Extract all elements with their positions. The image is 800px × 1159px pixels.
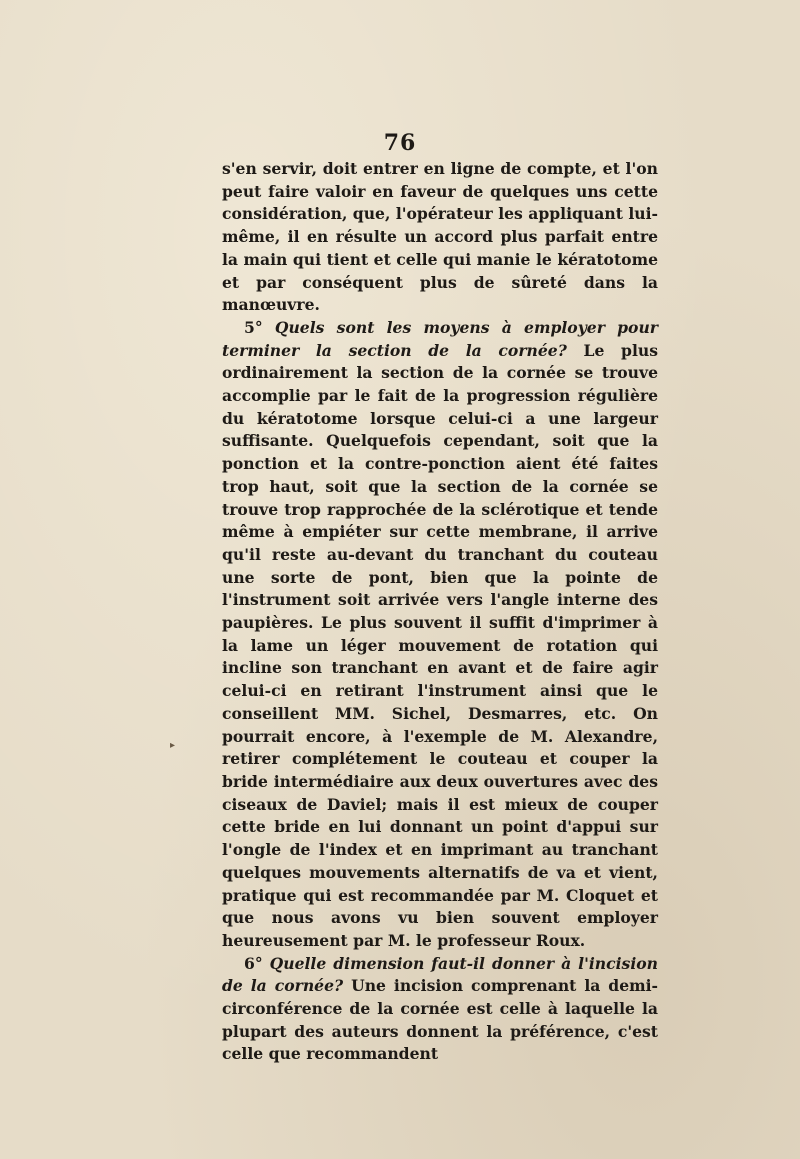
- paragraph-text: s'en servir, doit entrer en ligne de compte, et l'on peut faire valoir en faveur de quelques uns cette considération, que, l'opérateur les appliquant lui-même, il en résulte un accord plus parfait entre la main qui tient et celle qui manie le kératotome et par conséquent plus de sûreté dans la manœuvre.: [222, 159, 658, 315]
- question-heading: Quels sont les moyens à employer pour terminer la section de la cornée?: [222, 317, 658, 360]
- question-number: 6°: [244, 953, 270, 973]
- paragraph-question-6: [222, 953, 658, 1067]
- body-text: [222, 158, 658, 1066]
- margin-mark: ▸: [170, 740, 176, 751]
- question-number: 5°: [244, 317, 275, 337]
- paragraph-continued: [222, 158, 658, 317]
- paragraph-question-5: [222, 317, 658, 953]
- question-heading: Quelle dimension faut-il donner à l'incision de la cornée?: [222, 953, 659, 996]
- paragraph-text: Une incision comprenant la demi-circonférence de la cornée est celle à laquelle la plupart des auteurs donnent la préférence, c'est celle que recommandent: [222, 976, 659, 1064]
- paragraph-text: Le plus ordinairement la section de la cornée se trouve accomplie par le fait de la progression régulière du kératotome lorsque celui-ci a une largeur suffisante. Quelquefois cependant, soit que la ponction et la contre-ponction aient été faites trop haut, soit que la section de la cornée se trouve trop rapprochée de la sclérotique et tende même à empiéter sur cette membrane, il arrive qu'il reste au-devant du tranchant du couteau une sorte de pont, bien que la pointe de l'instrument soit arrivée vers l'angle interne des paupières. Le plus souvent il suffit d'imprimer à la lame un léger mouvement de rotation qui incline son tranchant en avant et de faire agir celui-ci en retirant l'instrument ainsi que le conseillent MM. Sichel, Desmarres, etc. On pourrait encore, à l'exemple de M. Alexandre, retirer complétement le couteau et couper la bride intermédiaire aux deux ouvertures avec des ciseaux de Daviel; mais il est mieux de couper cette bride en lui donnant un point d'appui sur l'ongle de l'index et en imprimant au tranchant quelques mouvements alternatifs de va et vient, pratique qui est recommandée par M. Cloquet et que nous avons vu bien souvent employer heureusement par M. le professeur Roux.: [222, 340, 658, 950]
- page-number: 76: [383, 130, 417, 156]
